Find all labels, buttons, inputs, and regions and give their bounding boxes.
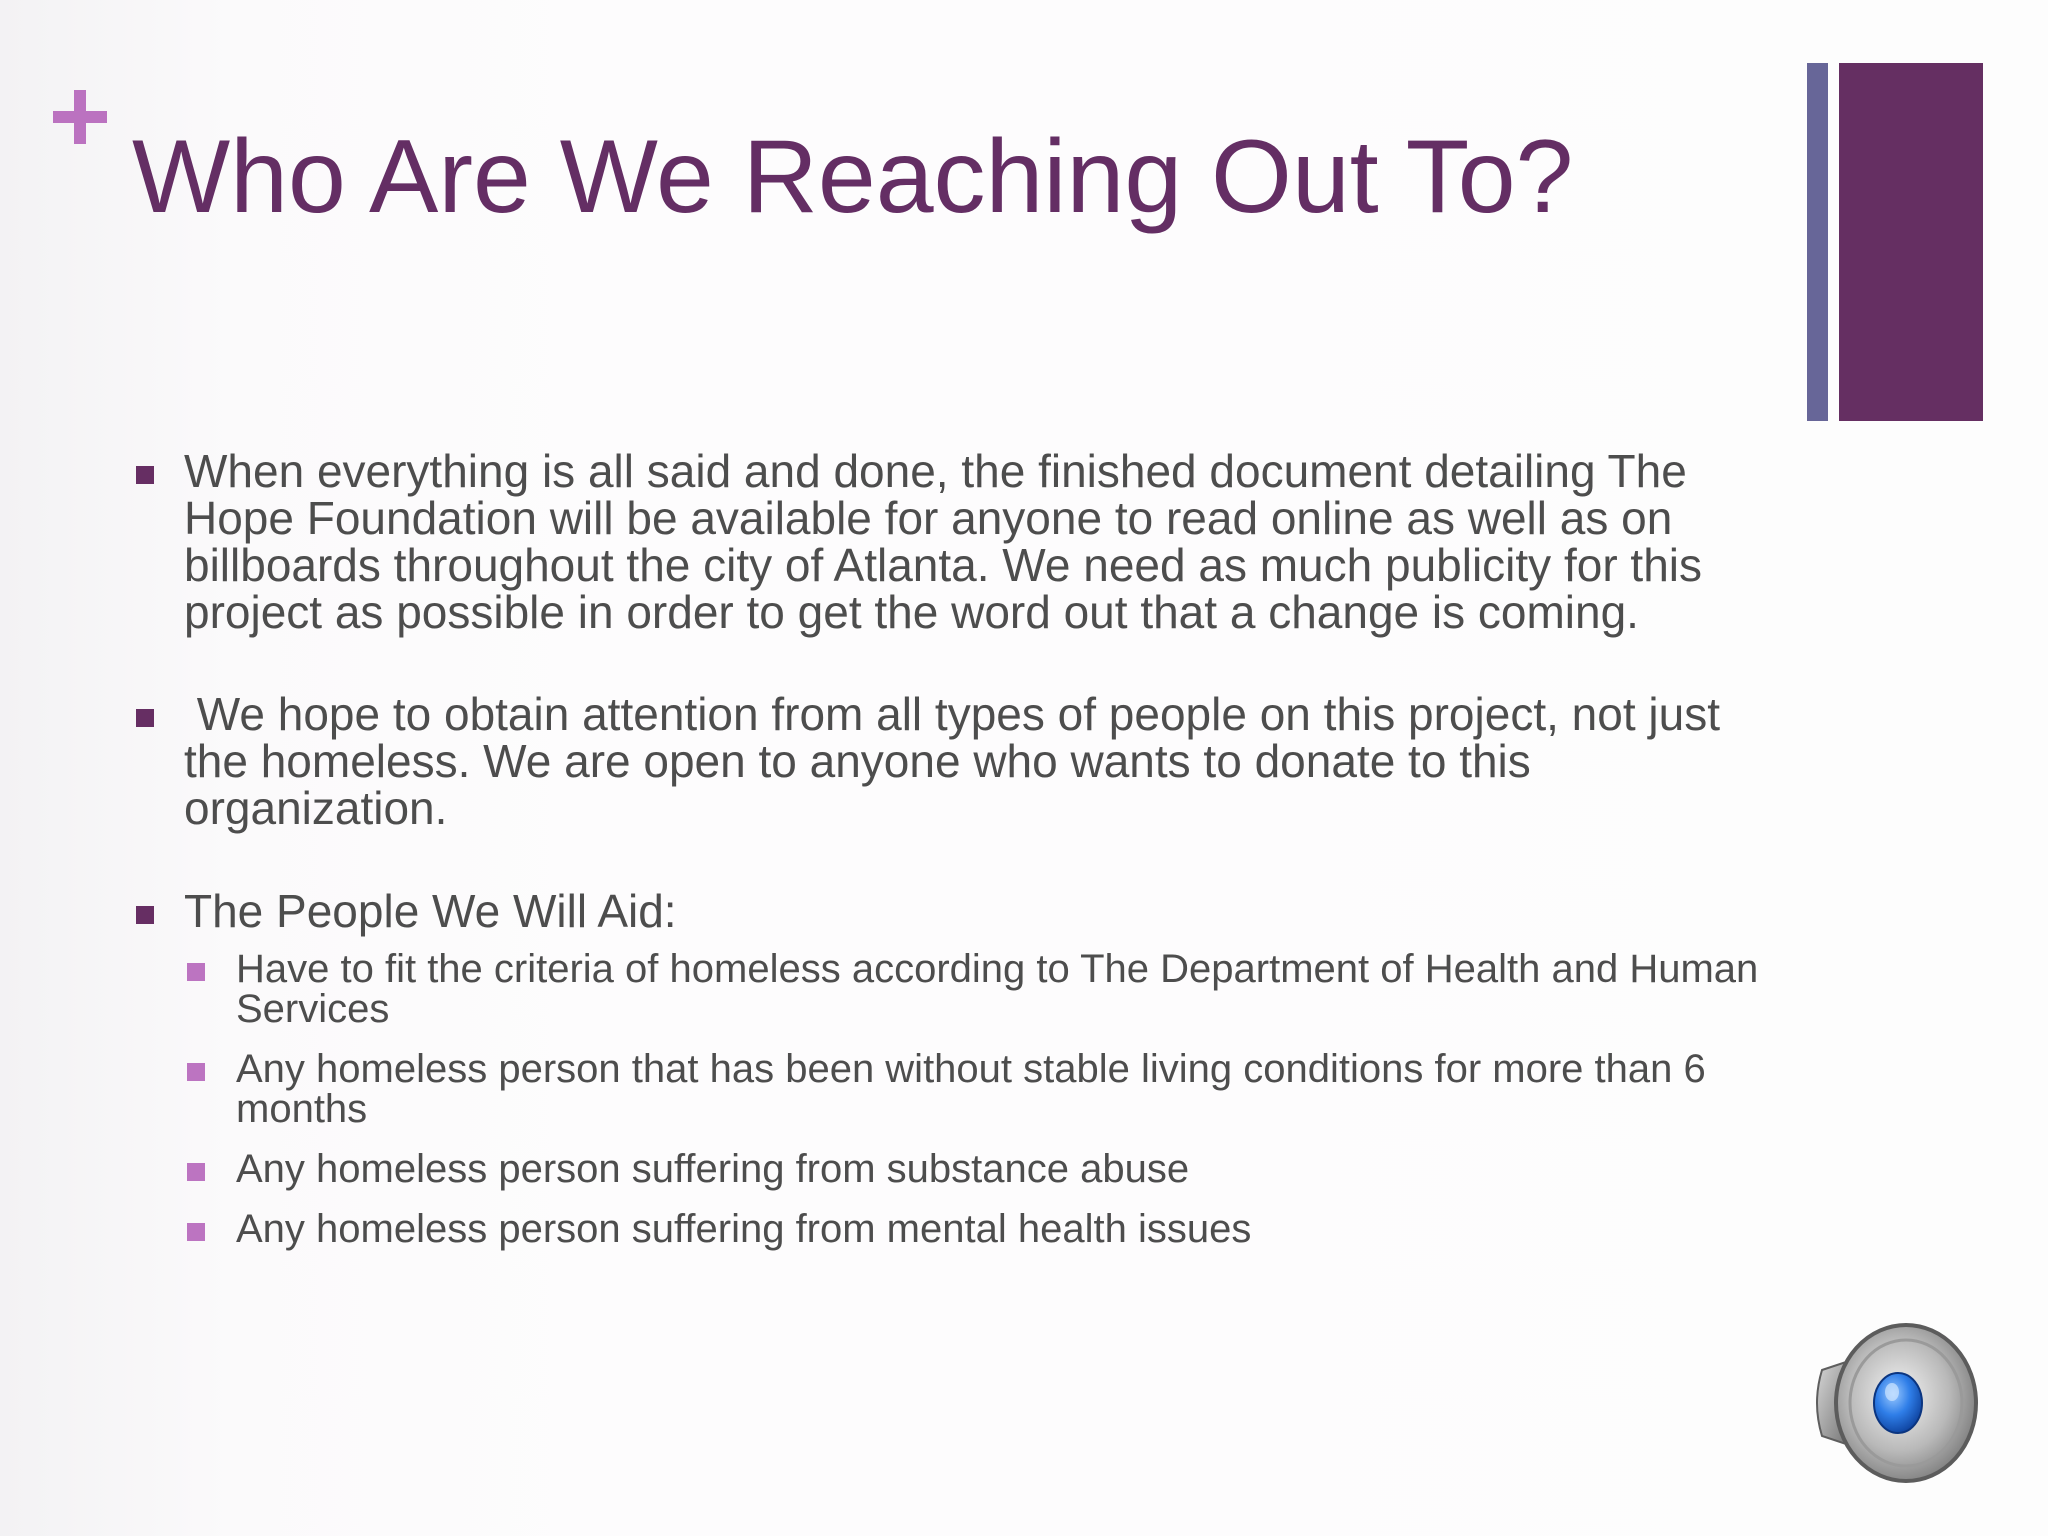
square-bullet-icon bbox=[136, 709, 154, 727]
square-bullet-icon bbox=[136, 466, 154, 484]
sub-bullet-text: Any homeless person suffering from substance abuse bbox=[236, 1147, 1190, 1191]
sub-bullet-text: Any homeless person that has been without stable living conditions for more than 6 months bbox=[236, 1047, 1706, 1131]
sub-bullet-list bbox=[132, 949, 1792, 1249]
slide-title: Who Are We Reaching Out To? bbox=[132, 119, 1574, 235]
square-sub-bullet-icon bbox=[187, 1163, 205, 1181]
sub-bullet-item bbox=[184, 1209, 1792, 1249]
bullet-item bbox=[132, 688, 1792, 834]
slide-content bbox=[132, 445, 1792, 1269]
bullet-text: The People We Will Aid: bbox=[184, 885, 677, 937]
square-bullet-icon bbox=[136, 906, 154, 924]
sub-bullet-item bbox=[184, 949, 1792, 1029]
sub-bullet-item bbox=[184, 1149, 1792, 1189]
square-sub-bullet-icon bbox=[187, 1223, 205, 1241]
sub-bullet-item bbox=[184, 1049, 1792, 1129]
accent-bar-thick bbox=[1839, 63, 1983, 421]
speaker-icon[interactable] bbox=[1804, 1308, 1982, 1486]
plus-icon bbox=[53, 90, 107, 144]
bullet-text: We hope to obtain attention from all types of people on this project, not just the homeless. We are open to anyone who wants to donate to this organization. bbox=[184, 688, 1720, 834]
sub-bullet-text: Have to fit the criteria of homeless according to The Department of Health and Human Services bbox=[236, 947, 1759, 1031]
bullet-item bbox=[132, 445, 1792, 638]
bullet-text: When everything is all said and done, the finished document detailing The Hope Foundation will be available for anyone to read online as well as on billboards throughout the city of Atlanta. We need as much publicity for this project as possible in order to get the word out that a change is coming. bbox=[184, 445, 1702, 638]
sub-bullet-text: Any homeless person suffering from mental health issues bbox=[236, 1207, 1252, 1251]
bullet-item bbox=[132, 885, 1792, 937]
square-sub-bullet-icon bbox=[187, 1063, 205, 1081]
accent-bar-thin bbox=[1807, 63, 1828, 421]
square-sub-bullet-icon bbox=[187, 963, 205, 981]
